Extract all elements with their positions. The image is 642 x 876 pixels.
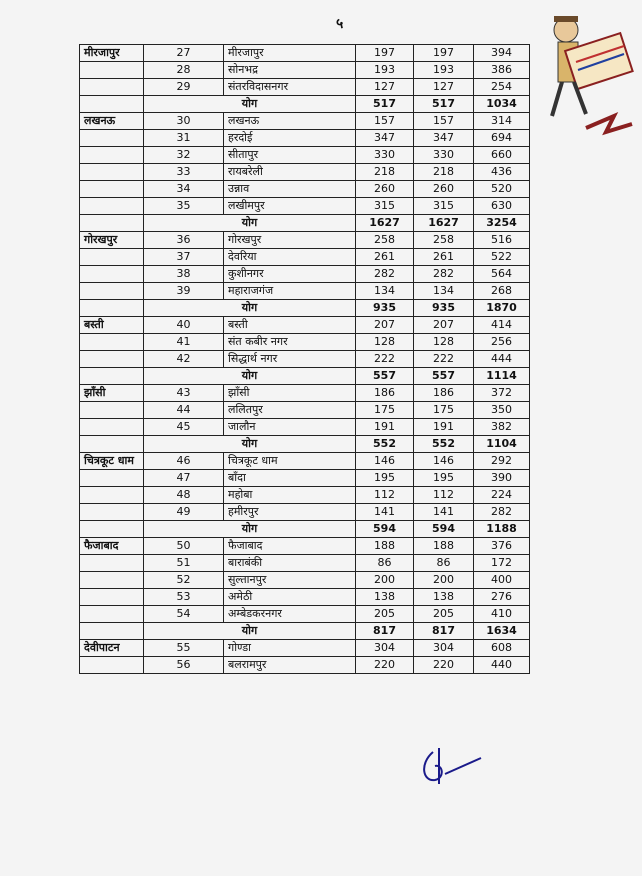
total-label: योग	[144, 96, 356, 113]
division-cell: झाँसी	[80, 385, 144, 402]
table-row	[80, 402, 530, 419]
serial-number-cell: 49	[144, 504, 224, 521]
table-row	[80, 487, 530, 504]
value-b-cell: 347	[414, 130, 474, 147]
district-cell: बस्ती	[224, 317, 356, 334]
table-row	[80, 283, 530, 300]
total-a: 1627	[356, 215, 414, 232]
district-cell: बाँदा	[224, 470, 356, 487]
value-a-cell: 260	[356, 181, 414, 198]
page-number: ५	[336, 16, 344, 32]
value-c-cell: 382	[474, 419, 530, 436]
district-cell: लखीमपुर	[224, 198, 356, 215]
district-cell: बलरामपुर	[224, 657, 356, 674]
division-cell	[80, 572, 144, 589]
table-row	[80, 62, 530, 79]
serial-number-cell: 40	[144, 317, 224, 334]
division-cell	[80, 487, 144, 504]
division-cell	[80, 62, 144, 79]
district-cell: सीतापुर	[224, 147, 356, 164]
table-row	[80, 385, 530, 402]
district-cell: हमीरपुर	[224, 504, 356, 521]
total-label: योग	[144, 623, 356, 640]
total-row	[80, 521, 530, 538]
district-cell: उन्नाव	[224, 181, 356, 198]
value-c-cell: 282	[474, 504, 530, 521]
total-a: 935	[356, 300, 414, 317]
value-a-cell: 315	[356, 198, 414, 215]
division-cell	[80, 504, 144, 521]
serial-number-cell: 56	[144, 657, 224, 674]
district-cell: मीरजापुर	[224, 45, 356, 62]
serial-number-cell: 41	[144, 334, 224, 351]
total-row	[80, 368, 530, 385]
division-cell	[80, 334, 144, 351]
value-c-cell: 414	[474, 317, 530, 334]
value-b-cell: 186	[414, 385, 474, 402]
table-row	[80, 266, 530, 283]
value-b-cell: 207	[414, 317, 474, 334]
value-c-cell: 410	[474, 606, 530, 623]
value-c-cell: 276	[474, 589, 530, 606]
serial-number-cell: 36	[144, 232, 224, 249]
table-row	[80, 130, 530, 147]
serial-number-cell: 53	[144, 589, 224, 606]
total-label: योग	[144, 436, 356, 453]
serial-number-cell: 55	[144, 640, 224, 657]
value-c-cell: 314	[474, 113, 530, 130]
value-b-cell: 188	[414, 538, 474, 555]
total-blank-cell	[80, 215, 144, 232]
division-cell: मीरजापुर	[80, 45, 144, 62]
district-cell: गोरखपुर	[224, 232, 356, 249]
district-cell: सुल्तानपुर	[224, 572, 356, 589]
value-a-cell: 112	[356, 487, 414, 504]
table-row	[80, 640, 530, 657]
district-cell: संतरविदासनगर	[224, 79, 356, 96]
district-cell: महोबा	[224, 487, 356, 504]
value-a-cell: 200	[356, 572, 414, 589]
value-c-cell: 694	[474, 130, 530, 147]
total-b: 935	[414, 300, 474, 317]
value-a-cell: 330	[356, 147, 414, 164]
value-a-cell: 157	[356, 113, 414, 130]
serial-number-cell: 45	[144, 419, 224, 436]
table-row	[80, 538, 530, 555]
value-c-cell: 440	[474, 657, 530, 674]
division-cell: बस्ती	[80, 317, 144, 334]
table-row	[80, 657, 530, 674]
division-cell	[80, 589, 144, 606]
total-blank-cell	[80, 623, 144, 640]
value-b-cell: 218	[414, 164, 474, 181]
value-b-cell: 260	[414, 181, 474, 198]
table-row	[80, 45, 530, 62]
district-cell: जालौन	[224, 419, 356, 436]
table-row	[80, 198, 530, 215]
value-b-cell: 315	[414, 198, 474, 215]
division-cell	[80, 164, 144, 181]
value-a-cell: 197	[356, 45, 414, 62]
value-a-cell: 141	[356, 504, 414, 521]
value-a-cell: 191	[356, 419, 414, 436]
division-cell	[80, 198, 144, 215]
table-row	[80, 606, 530, 623]
value-c-cell: 564	[474, 266, 530, 283]
division-cell	[80, 555, 144, 572]
value-a-cell: 347	[356, 130, 414, 147]
total-label: योग	[144, 215, 356, 232]
value-b-cell: 86	[414, 555, 474, 572]
value-a-cell: 127	[356, 79, 414, 96]
total-label: योग	[144, 300, 356, 317]
serial-number-cell: 50	[144, 538, 224, 555]
value-b-cell: 261	[414, 249, 474, 266]
total-b: 517	[414, 96, 474, 113]
value-c-cell: 254	[474, 79, 530, 96]
total-a: 517	[356, 96, 414, 113]
division-cell: गोरखपुर	[80, 232, 144, 249]
value-a-cell: 86	[356, 555, 414, 572]
value-a-cell: 261	[356, 249, 414, 266]
value-c-cell: 444	[474, 351, 530, 368]
value-c-cell: 630	[474, 198, 530, 215]
division-cell	[80, 283, 144, 300]
value-a-cell: 207	[356, 317, 414, 334]
total-b: 817	[414, 623, 474, 640]
value-b-cell: 157	[414, 113, 474, 130]
value-c-cell: 268	[474, 283, 530, 300]
district-cell: ललितपुर	[224, 402, 356, 419]
value-a-cell: 282	[356, 266, 414, 283]
signature	[415, 744, 495, 794]
total-b: 1627	[414, 215, 474, 232]
district-cell: सिद्धार्थ नगर	[224, 351, 356, 368]
table-row	[80, 147, 530, 164]
value-b-cell: 205	[414, 606, 474, 623]
division-cell	[80, 470, 144, 487]
division-cell: देवीपाटन	[80, 640, 144, 657]
value-a-cell: 175	[356, 402, 414, 419]
division-cell	[80, 249, 144, 266]
district-cell: बाराबंकी	[224, 555, 356, 572]
value-a-cell: 186	[356, 385, 414, 402]
value-a-cell: 220	[356, 657, 414, 674]
total-row	[80, 436, 530, 453]
total-blank-cell	[80, 436, 144, 453]
value-b-cell: 191	[414, 419, 474, 436]
serial-number-cell: 32	[144, 147, 224, 164]
district-cell: महाराजगंज	[224, 283, 356, 300]
value-c-cell: 386	[474, 62, 530, 79]
value-c-cell: 376	[474, 538, 530, 555]
district-cell: सोनभद्र	[224, 62, 356, 79]
division-cell	[80, 181, 144, 198]
total-c: 1870	[474, 300, 530, 317]
value-c-cell: 394	[474, 45, 530, 62]
serial-number-cell: 31	[144, 130, 224, 147]
value-a-cell: 195	[356, 470, 414, 487]
value-b-cell: 282	[414, 266, 474, 283]
serial-number-cell: 30	[144, 113, 224, 130]
district-cell: अमेठी	[224, 589, 356, 606]
serial-number-cell: 47	[144, 470, 224, 487]
total-c: 1104	[474, 436, 530, 453]
value-b-cell: 175	[414, 402, 474, 419]
serial-number-cell: 54	[144, 606, 224, 623]
value-a-cell: 146	[356, 453, 414, 470]
serial-number-cell: 43	[144, 385, 224, 402]
district-cell: झाँसी	[224, 385, 356, 402]
value-c-cell: 516	[474, 232, 530, 249]
value-b-cell: 146	[414, 453, 474, 470]
total-blank-cell	[80, 300, 144, 317]
total-row	[80, 300, 530, 317]
value-a-cell: 304	[356, 640, 414, 657]
value-c-cell: 520	[474, 181, 530, 198]
division-cell	[80, 79, 144, 96]
division-cell: चित्रकूट धाम	[80, 453, 144, 470]
table-row	[80, 419, 530, 436]
serial-number-cell: 34	[144, 181, 224, 198]
district-cell: संत कबीर नगर	[224, 334, 356, 351]
value-a-cell: 205	[356, 606, 414, 623]
total-row	[80, 96, 530, 113]
table-row	[80, 351, 530, 368]
total-a: 552	[356, 436, 414, 453]
value-a-cell: 188	[356, 538, 414, 555]
value-b-cell: 134	[414, 283, 474, 300]
table-row	[80, 113, 530, 130]
value-c-cell: 292	[474, 453, 530, 470]
total-c: 1634	[474, 623, 530, 640]
value-a-cell: 218	[356, 164, 414, 181]
table-row	[80, 555, 530, 572]
division-cell: लखनऊ	[80, 113, 144, 130]
serial-number-cell: 46	[144, 453, 224, 470]
table-row	[80, 453, 530, 470]
division-cell	[80, 147, 144, 164]
total-row	[80, 623, 530, 640]
division-cell	[80, 402, 144, 419]
district-table	[79, 44, 530, 674]
division-cell: फैजाबाद	[80, 538, 144, 555]
total-a: 817	[356, 623, 414, 640]
mascot-logo	[536, 8, 636, 148]
serial-number-cell: 35	[144, 198, 224, 215]
value-b-cell: 330	[414, 147, 474, 164]
district-cell: कुशीनगर	[224, 266, 356, 283]
serial-number-cell: 38	[144, 266, 224, 283]
division-cell	[80, 606, 144, 623]
value-b-cell: 258	[414, 232, 474, 249]
value-c-cell: 660	[474, 147, 530, 164]
table-row	[80, 572, 530, 589]
serial-number-cell: 28	[144, 62, 224, 79]
value-b-cell: 200	[414, 572, 474, 589]
serial-number-cell: 44	[144, 402, 224, 419]
table-row	[80, 317, 530, 334]
value-c-cell: 522	[474, 249, 530, 266]
total-b: 557	[414, 368, 474, 385]
total-c: 3254	[474, 215, 530, 232]
value-b-cell: 197	[414, 45, 474, 62]
serial-number-cell: 29	[144, 79, 224, 96]
serial-number-cell: 42	[144, 351, 224, 368]
value-b-cell: 195	[414, 470, 474, 487]
total-b: 594	[414, 521, 474, 538]
division-cell	[80, 657, 144, 674]
total-c: 1114	[474, 368, 530, 385]
district-cell: हरदोई	[224, 130, 356, 147]
table-row	[80, 470, 530, 487]
value-b-cell: 193	[414, 62, 474, 79]
total-c: 1034	[474, 96, 530, 113]
district-cell: चित्रकूट धाम	[224, 453, 356, 470]
total-a: 594	[356, 521, 414, 538]
value-b-cell: 127	[414, 79, 474, 96]
table-row	[80, 181, 530, 198]
value-c-cell: 350	[474, 402, 530, 419]
value-b-cell: 138	[414, 589, 474, 606]
value-c-cell: 256	[474, 334, 530, 351]
value-c-cell: 390	[474, 470, 530, 487]
value-c-cell: 372	[474, 385, 530, 402]
serial-number-cell: 51	[144, 555, 224, 572]
total-c: 1188	[474, 521, 530, 538]
value-a-cell: 222	[356, 351, 414, 368]
serial-number-cell: 48	[144, 487, 224, 504]
district-cell: फैजाबाद	[224, 538, 356, 555]
value-b-cell: 112	[414, 487, 474, 504]
total-blank-cell	[80, 368, 144, 385]
value-a-cell: 258	[356, 232, 414, 249]
district-cell: अम्बेडकरनगर	[224, 606, 356, 623]
division-cell	[80, 130, 144, 147]
total-a: 557	[356, 368, 414, 385]
value-c-cell: 400	[474, 572, 530, 589]
value-b-cell: 128	[414, 334, 474, 351]
table-body	[80, 45, 530, 674]
division-cell	[80, 266, 144, 283]
value-a-cell: 193	[356, 62, 414, 79]
division-cell	[80, 351, 144, 368]
table-row	[80, 504, 530, 521]
table-row	[80, 334, 530, 351]
serial-number-cell: 33	[144, 164, 224, 181]
value-b-cell: 304	[414, 640, 474, 657]
value-b-cell: 222	[414, 351, 474, 368]
district-cell: गोण्डा	[224, 640, 356, 657]
total-label: योग	[144, 368, 356, 385]
division-cell	[80, 419, 144, 436]
serial-number-cell: 27	[144, 45, 224, 62]
table-row	[80, 164, 530, 181]
total-blank-cell	[80, 521, 144, 538]
total-blank-cell	[80, 96, 144, 113]
value-a-cell: 138	[356, 589, 414, 606]
value-a-cell: 134	[356, 283, 414, 300]
value-a-cell: 128	[356, 334, 414, 351]
serial-number-cell: 37	[144, 249, 224, 266]
table-row	[80, 79, 530, 96]
total-label: योग	[144, 521, 356, 538]
total-row	[80, 215, 530, 232]
value-b-cell: 220	[414, 657, 474, 674]
value-c-cell: 436	[474, 164, 530, 181]
district-cell: लखनऊ	[224, 113, 356, 130]
table-row	[80, 589, 530, 606]
district-cell: देवरिया	[224, 249, 356, 266]
table-row	[80, 232, 530, 249]
value-b-cell: 141	[414, 504, 474, 521]
table-row	[80, 249, 530, 266]
value-c-cell: 172	[474, 555, 530, 572]
district-cell: रायबरेली	[224, 164, 356, 181]
value-c-cell: 608	[474, 640, 530, 657]
serial-number-cell: 39	[144, 283, 224, 300]
serial-number-cell: 52	[144, 572, 224, 589]
total-b: 552	[414, 436, 474, 453]
value-c-cell: 224	[474, 487, 530, 504]
